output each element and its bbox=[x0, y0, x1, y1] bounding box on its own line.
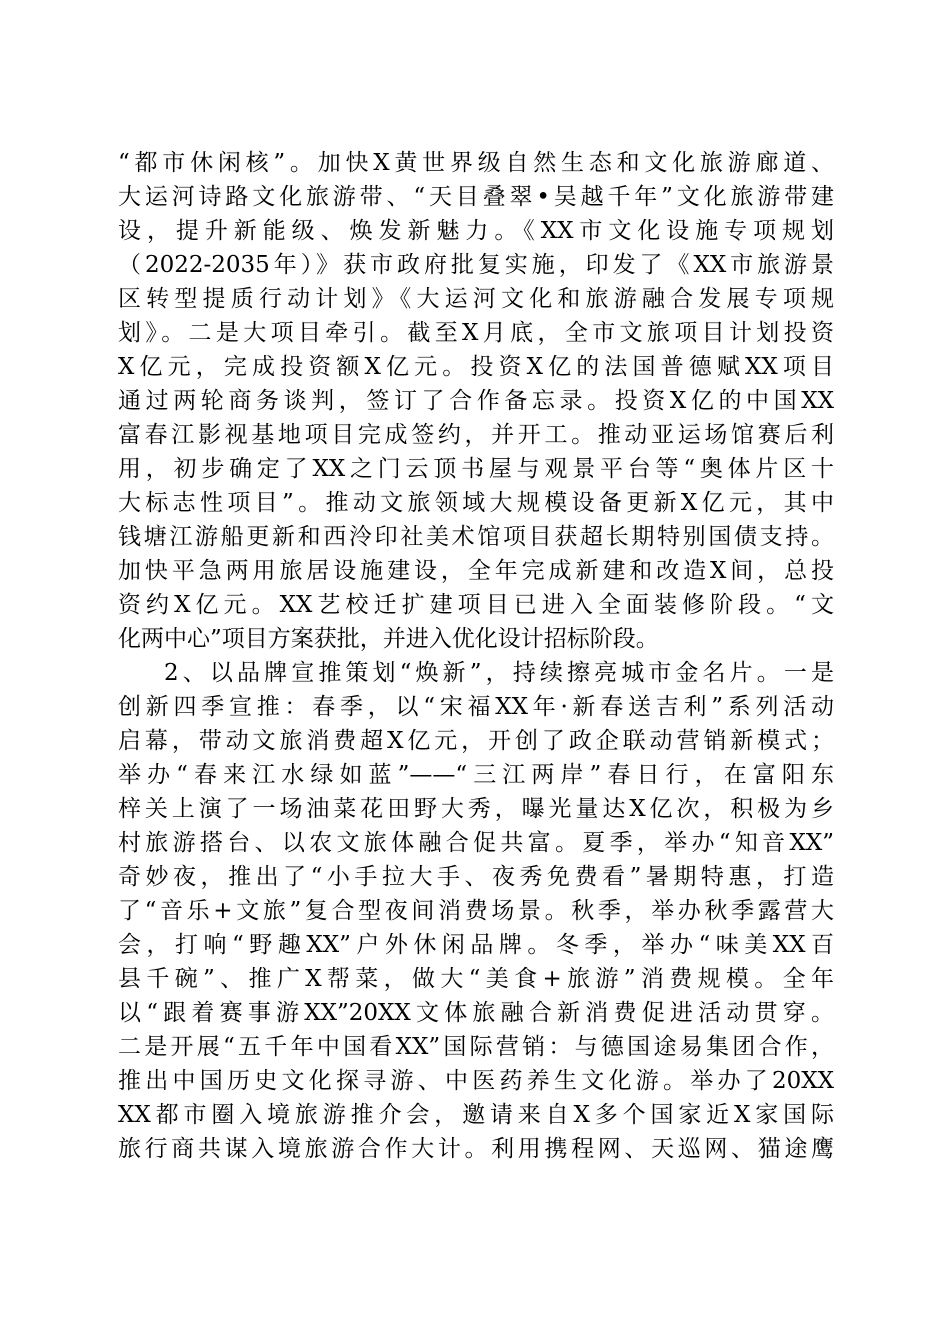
text-line: 大运河诗路文化旅游带、“天目叠翠•吴越千年”文化旅游带建 bbox=[118, 184, 834, 210]
text-line: 奇妙夜，推出了“小手拉大手、夜秀免费看”暑期特惠，打造 bbox=[118, 864, 834, 890]
text-line: 钱塘江游船更新和西泠印社美术馆项目获超长期特别国债支持。 bbox=[118, 524, 834, 550]
text-line: 了“音乐+文旅”复合型夜间消费场景。秋季，举办秋季露营大 bbox=[118, 898, 834, 924]
document-body bbox=[118, 146, 834, 1166]
text-line: 设，提升新能级、焕发新魅力。《XX市文化设施专项规划 bbox=[118, 218, 834, 244]
text-line: 旅行商共谋入境旅游合作大计。利用携程网、天巡网、猫途鹰 bbox=[118, 1136, 834, 1162]
text-line: 区转型提质行动计划》《大运河文化和旅游融合发展专项规 bbox=[118, 286, 834, 312]
text-line: 会，打响“野趣XX”户外休闲品牌。冬季，举办“味美XX百 bbox=[118, 932, 834, 958]
text-line: 化两中心”项目方案获批，并进入优化设计招标阶段。 bbox=[118, 626, 659, 652]
text-line: X亿元，完成投资额X亿元。投资X亿的法国普德赋XX项目 bbox=[118, 354, 834, 380]
text-line: 二是开展“五千年中国看XX”国际营销：与德国途易集团合作， bbox=[118, 1034, 834, 1060]
text-line: 用，初步确定了XX之门云顶书屋与观景平台等“奥体片区十 bbox=[118, 456, 834, 482]
text-line: 加快平急两用旅居设施建设，全年完成新建和改造X间，总投 bbox=[118, 558, 834, 584]
text-line: 划》。二是大项目牵引。截至X月底，全市文旅项目计划投资 bbox=[118, 320, 834, 346]
text-line: （2022-2035年）》获市政府批复实施，印发了《XX市旅游景 bbox=[118, 252, 834, 278]
text-line: 县千碗”、推广X帮菜，做大“美食+旅游”消费规模。全年 bbox=[118, 966, 834, 992]
text-line: 通过两轮商务谈判，签订了合作备忘录。投资X亿的中国XX bbox=[118, 388, 834, 414]
text-line: 资约X亿元。XX艺校迁扩建项目已进入全面装修阶段。“文 bbox=[118, 592, 834, 618]
text-line: 梓关上演了一场油菜花田野大秀，曝光量达X亿次，积极为乡 bbox=[118, 796, 834, 822]
text-line: 以“跟着赛事游XX”20XX文体旅融合新消费促进活动贯穿。 bbox=[118, 1000, 834, 1026]
paragraph-2 bbox=[118, 656, 834, 1166]
text-line: 举办“春来江水绿如蓝”——“三江两岸”春日行，在富阳东 bbox=[118, 762, 834, 788]
text-line: 创新四季宣推：春季，以“宋福XX年·新春送吉利”系列活动 bbox=[118, 694, 834, 720]
text-line: 推出中国历史文化探寻游、中医药养生文化游。举办了20XX bbox=[118, 1068, 834, 1094]
section-heading-line: 2、以品牌宣推策划“焕新”，持续擦亮城市金名片。一是 bbox=[164, 660, 834, 686]
text-line: 村旅游搭台、以农文旅体融合促共富。夏季，举办“知音XX” bbox=[118, 830, 834, 856]
text-line: “都市休闲核”。加快X黄世界级自然生态和文化旅游廊道、 bbox=[118, 150, 834, 176]
text-line: 启幕，带动文旅消费超X亿元，开创了政企联动营销新模式； bbox=[118, 728, 834, 754]
text-line: 富春江影视基地项目完成签约，并开工。推动亚运场馆赛后利 bbox=[118, 422, 834, 448]
text-line: XX都市圈入境旅游推介会，邀请来自X多个国家近X家国际 bbox=[118, 1102, 834, 1128]
paragraph-1 bbox=[118, 146, 834, 656]
text-line: 大标志性项目”。推动文旅领域大规模设备更新X亿元，其中 bbox=[118, 490, 834, 516]
